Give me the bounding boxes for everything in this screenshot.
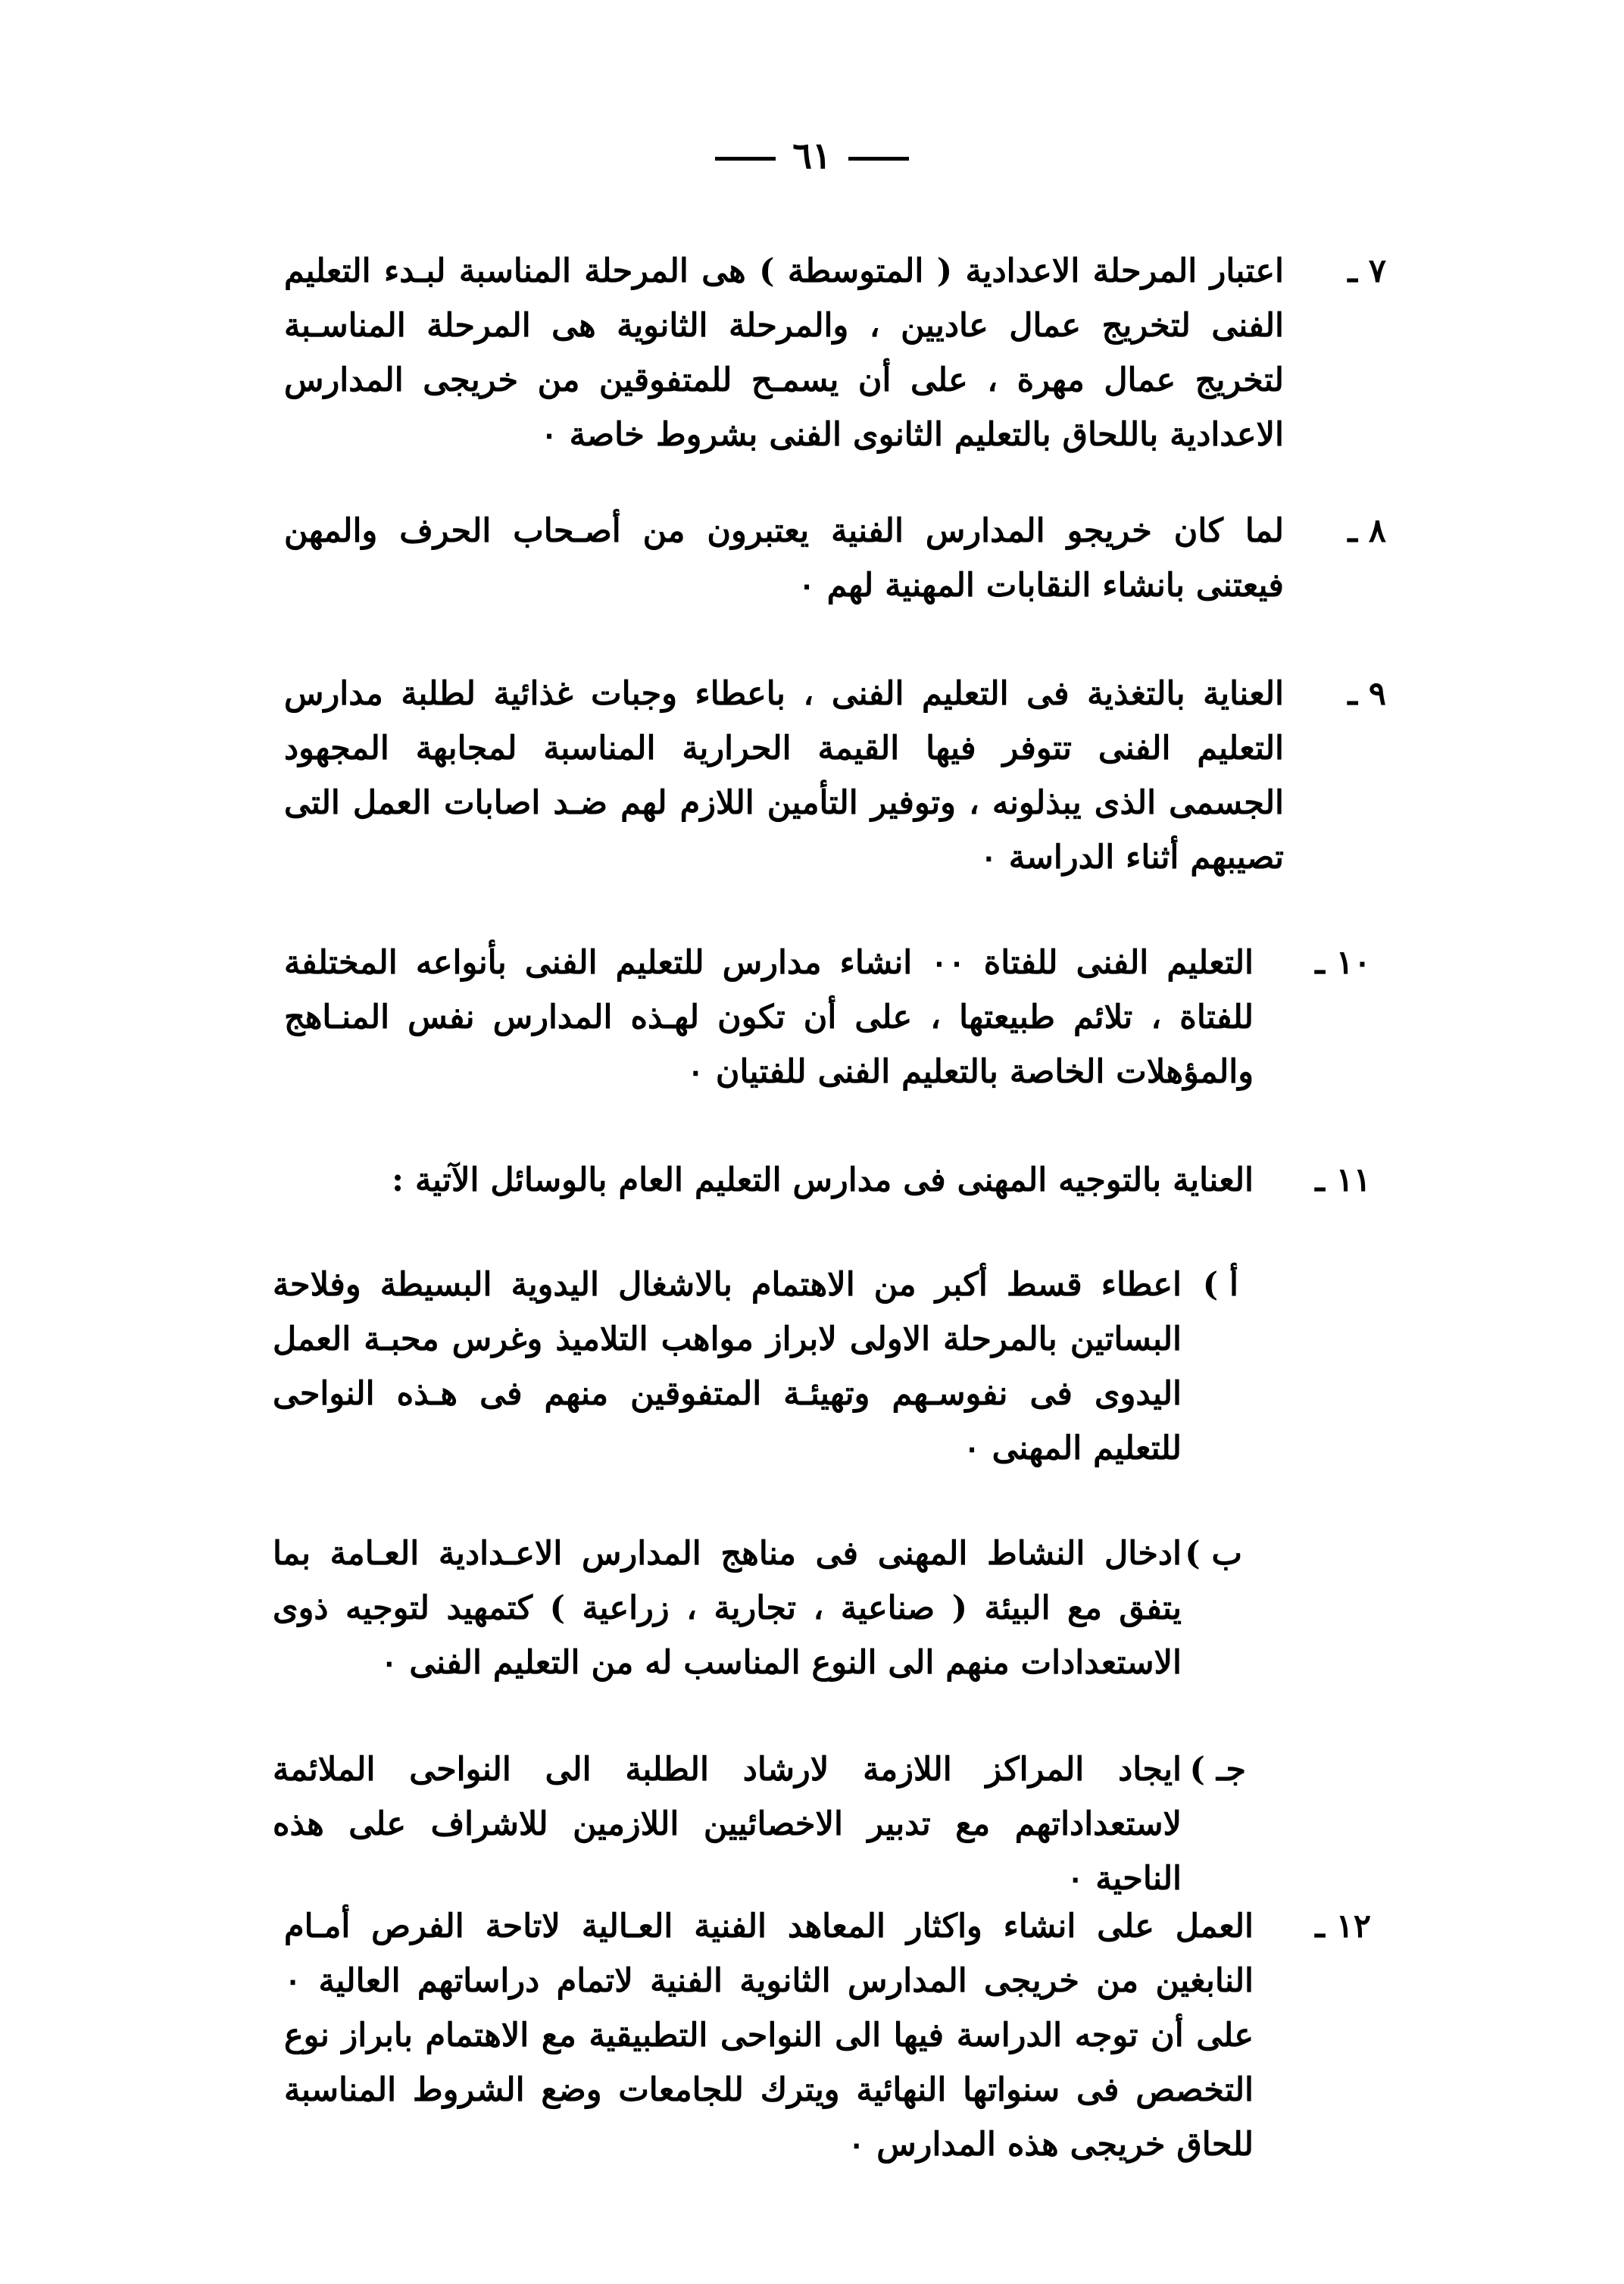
list-item-11 bbox=[284, 1153, 1371, 1208]
item-text: اعطاء قسط أكبر من الاهتمام بالاشغال اليدوية البسيطة وفلاحة البساتين بالمرحلة الاولى لابراز مواهب التلاميذ وغرس محبـة العمل اليدوى فى نفوسـهم وتهيئـة المتفوقين منهم فى هـذه النواحى للتعليم المهنى ٠ bbox=[273, 1266, 1182, 1467]
page-number bbox=[0, 135, 1624, 177]
item-text: العناية بالتوجيه المهنى فى مدارس التعليم العام بالوسائل الآتية : bbox=[392, 1161, 1254, 1199]
item-text: لما كان خريجو المدارس الفنية يعتبرون من أصـحاب الحرف والمهن فيعتنى بانشاء النقابات المهنية لهم ٠ bbox=[284, 512, 1284, 605]
list-item-8 bbox=[284, 504, 1386, 613]
page-number-left-dash bbox=[715, 157, 776, 161]
item-marker: جـ ) bbox=[1189, 1751, 1246, 1789]
item-number: ١١ ـ bbox=[1315, 1161, 1371, 1199]
item-text: ادخال النشاط المهنى فى مناهج المدارس الاعـدادية العـامة بما يتفق مع البيئة ( صناعية ، تجارية ، زراعية ) كتمهيد لتوجيه ذوى الاستعدادات منهم الى النوع المناسب له من التعليم الفنى ٠ bbox=[273, 1535, 1182, 1682]
list-item-7 bbox=[284, 244, 1386, 462]
page-number-right-dash bbox=[848, 157, 909, 161]
item-text: التعليم الفنى للفتاة ٠٠ انشاء مدارس للتعليم الفنى بأنواعه المختلفة للفتاة ، تلائم طبيعتها ، على أن تكون لهـذه المدارس نفس المنـاهج والمؤهلات الخاصة بالتعليم الفنى للفتيان ٠ bbox=[284, 944, 1254, 1091]
item-number: ١٠ ـ bbox=[1315, 944, 1371, 982]
item-marker: ب ) bbox=[1185, 1535, 1242, 1573]
list-item-12 bbox=[284, 1899, 1371, 2172]
item-text: اعتبار المرحلة الاعدادية ( المتوسطة ) هى المرحلة المناسبة لبـدء التعليم الفنى لتخريج عمال عاديين ، والمرحلة الثانوية هى المرحلة المناسـبة لتخريج عمال مهرة ، على أن يسمـح للمتفوقين من خريجى المدارس الاعدادية باللحاق بالتعليم الثانوى الفنى بشروط خاصة ٠ bbox=[284, 252, 1284, 454]
sub-item-b bbox=[273, 1526, 1242, 1690]
sub-item-c bbox=[273, 1742, 1246, 1906]
list-item-10 bbox=[284, 936, 1371, 1099]
item-number: ٨ ـ bbox=[1348, 512, 1386, 550]
item-text: العمل على انشاء واكثار المعاهد الفنية العـالية لاتاحة الفرص أمـام النابغين من خريجى المدارس الثانوية الفنية لاتمام دراساتهم العالية ٠ على أن توجه الدراسة فيها الى النواحى التطبيقية مع الاهتمام بابراز نوع التخصص فى سنواتها النهائية ويترك للجامعات وضع الشروط المناسبة للحاق خريجى هذه المدارس ٠ bbox=[284, 1907, 1254, 2164]
item-text: ايجاد المراكز اللازمة لارشاد الطلبة الى النواحى الملائمة لاستعداداتهم مع تدبير الاخصائيين اللازمين للاشراف على هذه الناحية ٠ bbox=[273, 1751, 1182, 1898]
page-number-value: ٦١ bbox=[792, 135, 832, 177]
list-item-9 bbox=[284, 667, 1386, 885]
item-number: ٩ ـ bbox=[1348, 675, 1386, 713]
item-number: ١٢ ـ bbox=[1315, 1907, 1371, 1945]
item-marker: أ ) bbox=[1202, 1266, 1238, 1304]
item-text: العناية بالتغذية فى التعليم الفنى ، باعطاء وجبات غذائية لطلبة مدارس التعليم الفنى تتوفر فيها القيمة الحرارية المناسبة لمجابهة المجهود الجسمى الذى يبذلونه ، وتوفير التأمين اللازم لهم ضـد اصابات العمل التى تصيبهم أثناء الدراسة ٠ bbox=[284, 675, 1284, 876]
item-number: ٧ ـ bbox=[1348, 252, 1386, 290]
sub-item-a bbox=[273, 1258, 1238, 1476]
